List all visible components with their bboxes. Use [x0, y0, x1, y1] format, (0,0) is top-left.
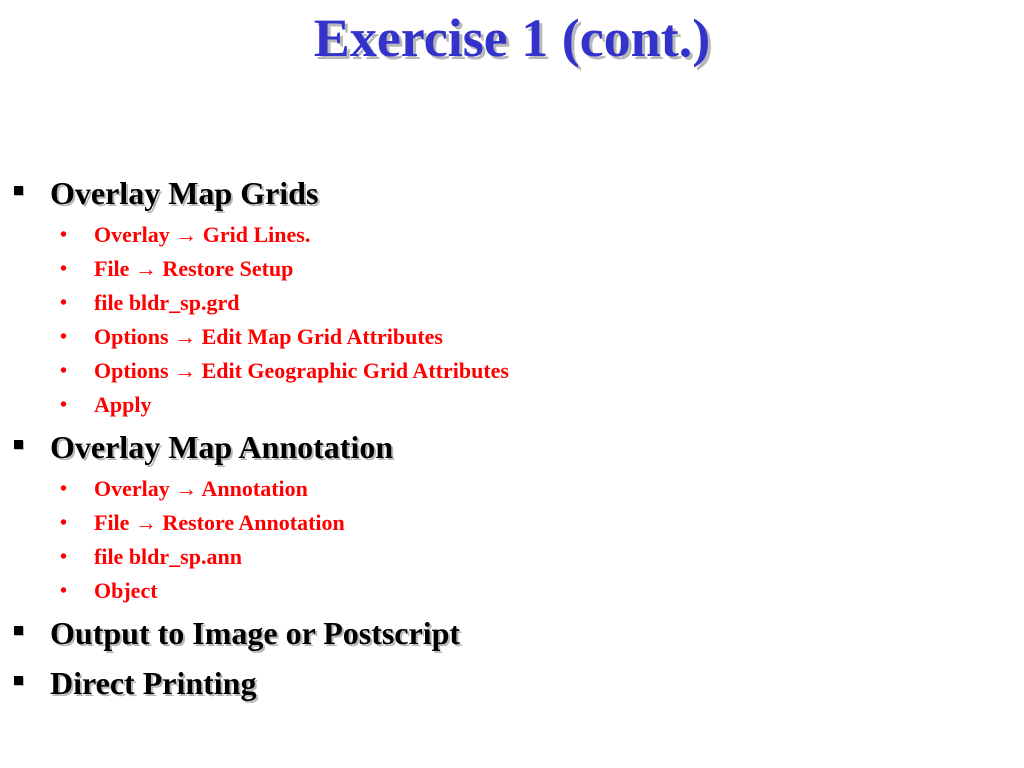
section-heading-overlay-map-grids — [10, 168, 1010, 218]
round-bullet-icon: • — [60, 258, 68, 280]
round-bullet-icon: • — [60, 360, 68, 382]
list-item-label: Object — [94, 578, 158, 603]
list-item — [10, 354, 1010, 388]
list-item-label: Overlay → Annotation — [94, 476, 308, 501]
round-bullet-icon: • — [60, 224, 68, 246]
round-bullet-icon: • — [60, 292, 68, 314]
list-item-label: File → Restore Annotation — [94, 510, 345, 535]
round-bullet-icon: • — [60, 546, 68, 568]
list-item — [10, 320, 1010, 354]
round-bullet-icon: • — [60, 580, 68, 602]
list-item — [10, 388, 1010, 422]
list-item — [10, 286, 1010, 320]
list-item — [10, 252, 1010, 286]
square-bullet-icon — [14, 626, 23, 635]
list-item-label: File → Restore Setup — [94, 256, 294, 281]
list-item — [10, 574, 1010, 608]
list-item-label: file bldr_sp.ann — [94, 544, 242, 569]
list-item — [10, 506, 1010, 540]
round-bullet-icon: • — [60, 478, 68, 500]
round-bullet-icon: • — [60, 512, 68, 534]
section-heading-direct-printing — [10, 658, 1010, 708]
list-item-label: file bldr_sp.grd — [94, 290, 240, 315]
slide-title: Exercise 1 (cont.) — [313, 8, 711, 68]
section-heading-output-to-image — [10, 608, 1010, 658]
section-heading-label: Direct Printing — [50, 665, 257, 701]
section-heading-overlay-map-annotation — [10, 422, 1010, 472]
slide-content — [10, 168, 1010, 708]
square-bullet-icon — [14, 676, 23, 685]
list-item-label: Options → Edit Geographic Grid Attributes — [94, 358, 509, 383]
list-item-label: Overlay → Grid Lines. — [94, 222, 311, 247]
square-bullet-icon — [14, 186, 23, 195]
list-item — [10, 540, 1010, 574]
section-heading-label: Overlay Map Grids — [50, 175, 319, 211]
section-heading-label: Overlay Map Annotation — [50, 429, 394, 465]
list-item — [10, 218, 1010, 252]
list-item-label: Options → Edit Map Grid Attributes — [94, 324, 443, 349]
section-heading-label: Output to Image or Postscript — [50, 615, 461, 651]
round-bullet-icon: • — [60, 394, 68, 416]
square-bullet-icon — [14, 440, 23, 449]
round-bullet-icon: • — [60, 326, 68, 348]
list-item-label: Apply — [94, 392, 152, 417]
list-item — [10, 472, 1010, 506]
